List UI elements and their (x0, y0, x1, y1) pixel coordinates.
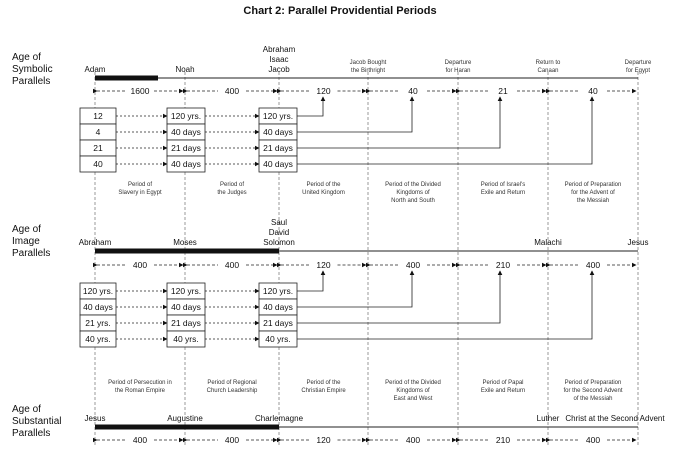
period-description: United Kingdom (302, 190, 345, 196)
period-box-value: 120 yrs. (262, 286, 294, 296)
milestone-name: Canaan (537, 68, 559, 74)
period-box-value: 120 yrs. (262, 111, 294, 121)
period-box-value: 40 days (263, 159, 293, 169)
period-description: Slavery in Egypt (118, 190, 162, 196)
span-value: 21 (498, 86, 508, 96)
milestone-name: Jesus (84, 414, 106, 423)
period-box-value: 21 days (171, 318, 201, 328)
section-label: Symbolic (12, 64, 53, 75)
period-description: Kingdoms of (396, 388, 430, 394)
span-value: 210 (495, 260, 511, 270)
milestone-name: Jacob Bought (349, 60, 387, 66)
period-description: for the Second Advent (563, 388, 623, 394)
period-box-value: 40 days (171, 302, 201, 312)
period-box-value: 40 yrs. (265, 334, 291, 344)
span-value: 120 (316, 435, 331, 445)
period-description: Period of Israel's (480, 182, 526, 188)
milestone-name: Jesus (627, 238, 649, 247)
milestone-name: Saul (270, 218, 288, 227)
period-description: Period of the Divided (385, 380, 441, 386)
period-description: the Judges (217, 190, 247, 196)
period-description: Exile and Return (480, 388, 526, 394)
section-label: Image (12, 236, 40, 247)
period-box-value: 120 yrs. (170, 111, 202, 121)
box-arrow (297, 97, 412, 132)
milestone-name: Augustine (167, 414, 203, 423)
milestone-name: Malachi (534, 238, 562, 247)
span-value: 40 (588, 86, 598, 96)
period-box-value: 120 yrs. (82, 286, 114, 296)
period-description: Church Leadership (206, 388, 258, 394)
chart-title: Chart 2: Parallel Providential Periods (243, 5, 437, 17)
period-box-value: 21 days (263, 318, 293, 328)
box-arrow (297, 97, 323, 116)
span-value: 120 (316, 86, 331, 96)
milestone-name: Charlemagne (254, 414, 304, 423)
period-description: North and South (391, 198, 435, 204)
period-box-value: 12 (93, 111, 103, 121)
milestone-name: Moses (173, 238, 197, 247)
period-box-value: 120 yrs. (170, 286, 202, 296)
period-box-value: 40 yrs. (173, 334, 199, 344)
period-description: the Roman Empire (114, 388, 166, 394)
period-box-value: 40 days (171, 127, 201, 137)
period-description: Period of Preparation (564, 182, 622, 188)
section-label: Age of (12, 224, 41, 235)
milestone-name: Departure (444, 60, 472, 66)
period-box-value: 21 (93, 143, 103, 153)
period-description: East and West (393, 396, 433, 402)
section-label: Age of (12, 404, 41, 415)
box-arrow (297, 271, 412, 307)
milestone-name: Abraham (78, 238, 112, 247)
period-description: Period of the Divided (385, 182, 441, 188)
period-description: Kingdoms of (396, 190, 430, 196)
milestone-name: Christ at the Second Advent (565, 414, 665, 423)
chart-labels (12, 45, 665, 445)
period-box-value: 40 days (83, 302, 113, 312)
period-description: Period of Papal (482, 380, 524, 386)
period-box-value: 40 days (263, 127, 293, 137)
period-description: Period of (219, 182, 245, 188)
period-box-value: 40 yrs. (85, 334, 111, 344)
milestone-name: Noah (175, 65, 195, 74)
section-label: Parallels (12, 428, 51, 439)
section-label: Age of (12, 52, 41, 63)
span-value: 400 (585, 435, 601, 445)
period-box-value: 21 yrs. (85, 318, 111, 328)
milestone-name: Isaac (269, 55, 289, 64)
period-description: Period of Preparation (564, 380, 622, 386)
milestone-name: Departure (624, 60, 652, 66)
period-description: Period of the (306, 380, 341, 386)
span-value: 400 (132, 260, 148, 270)
box-arrow (297, 271, 323, 291)
period-description: Christian Empire (301, 388, 346, 394)
milestone-name: for Egypt (625, 68, 651, 74)
period-description: of the Messiah (573, 396, 613, 402)
span-value: 400 (224, 86, 240, 96)
period-box-value: 40 days (263, 302, 293, 312)
milestone-name: Solomon (263, 238, 295, 247)
span-value: 210 (495, 435, 511, 445)
span-value: 400 (405, 260, 421, 270)
period-description: the Messiah (576, 198, 610, 204)
span-value: 400 (224, 435, 240, 445)
span-value: 400 (132, 435, 148, 445)
milestone-name: for Haran (445, 68, 471, 74)
box-arrow (297, 97, 500, 148)
period-box-value: 40 (93, 159, 103, 169)
period-box-value: 4 (95, 127, 101, 137)
milestone-name: Jacob (268, 65, 290, 74)
span-value: 400 (224, 260, 240, 270)
milestone-name: Luther (536, 414, 560, 423)
milestone-name: Adam (84, 65, 106, 74)
section-label: Substantial (12, 416, 62, 427)
timeline-bar (95, 76, 158, 81)
section-label: Parallels (12, 248, 51, 259)
box-arrow (297, 271, 500, 323)
period-description: for the Advent of (571, 190, 615, 196)
milestone-name: Abraham (262, 45, 296, 54)
period-description: Period of Regional (207, 380, 257, 386)
period-description: Period of (127, 182, 153, 188)
span-value: 400 (405, 435, 421, 445)
milestone-name: Return to (535, 60, 561, 66)
span-value: 120 (316, 260, 331, 270)
section-label: Parallels (12, 76, 51, 87)
period-box-value: 40 days (171, 159, 201, 169)
span-value: 40 (408, 86, 418, 96)
timeline-bar (95, 425, 279, 430)
span-value: 1600 (130, 86, 150, 96)
period-box-value: 21 days (171, 143, 201, 153)
milestone-name: David (268, 228, 290, 237)
period-description: Period of the (306, 182, 341, 188)
period-box-value: 21 days (263, 143, 293, 153)
period-description: Exile and Return (480, 190, 526, 196)
span-value: 400 (585, 260, 601, 270)
milestone-name: the Birthright (350, 68, 386, 74)
period-description: Period of Persecution in (108, 380, 172, 386)
timeline-bar (95, 249, 279, 254)
